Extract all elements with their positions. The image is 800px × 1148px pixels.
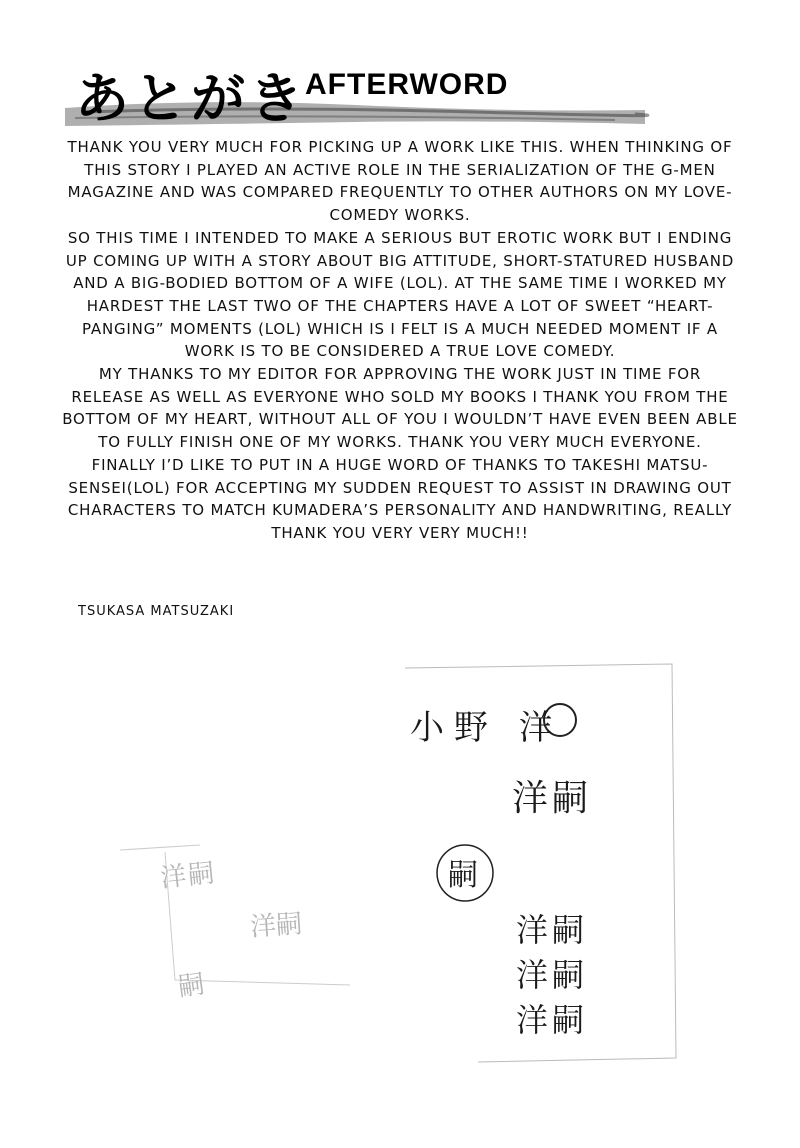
handwritten-circled-char: 嗣 (448, 858, 478, 893)
faint-sketch-3: 嗣 (176, 969, 207, 1003)
handwritten-line-2: 洋嗣 (512, 778, 593, 819)
handwritten-line-3: 洋嗣 (516, 911, 589, 949)
author-signature: TSUKASA MATSUZAKI (78, 604, 235, 619)
handwritten-line-4: 洋嗣 (516, 956, 589, 994)
afterword-header (55, 50, 655, 130)
faint-sketch-2: 洋嗣 (249, 909, 304, 943)
paragraph-4: FINALLY I’D LIKE TO PUT IN A HUGE WORD OF THANKS TO TAKESHI MATSU-SENSEI(LOL) FOR ACCEPTING MY SUDDEN REQUEST TO ASSIST IN DRAWING OUT CHARACTERS TO MATCH KUMADERA’S PERSONALITY AND HANDWRITING, REALLY THANK YOU VERY VERY MUCH!! (67, 455, 733, 542)
handwriting-sheet (0, 640, 800, 1148)
paragraph-1: THANK YOU VERY MUCH FOR PICKING UP A WORK LIKE THIS. WHEN THINKING OF THIS STORY I PLAYED AN ACTIVE ROLE IN THE SERIALIZATION OF THE G-MEN MAGAZINE AND WAS COMPARED FREQUENTLY TO OTHER AUTHORS ON MY LOVE-COMEDY WORKS. (67, 138, 733, 225)
handwritten-line-5: 洋嗣 (516, 1001, 589, 1039)
faint-sketch-1: 洋嗣 (158, 858, 218, 894)
afterword-body (60, 136, 740, 545)
title-english: AFTERWORD (305, 68, 509, 101)
handwritten-name: 小野 洋 (410, 708, 563, 748)
paragraph-3: MY THANKS TO MY EDITOR FOR APPROVING THE WORK JUST IN TIME FOR RELEASE AS WELL AS EVERYONE WHO SOLD MY BOOKS I THANK YOU FROM THE BOTTOM OF MY HEART, WITHOUT ALL OF YOU I WOULDN’T HAVE EVEN BEEN ABLE TO FULLY FINISH ONE OF MY WORKS. THANK YOU VERY MUCH EVERYONE. (62, 365, 738, 452)
title-japanese: あとがき (75, 66, 307, 130)
paragraph-2: SO THIS TIME I INTENDED TO MAKE A SERIOUS BUT EROTIC WORK BUT I ENDING UP COMING UP WITH A STORY ABOUT BIG ATTITUDE, SHORT-STATURED HUSBAND AND A BIG-BODIED BOTTOM OF A WIFE (LOL). AT THE SAME TIME I WORKED MY HARDEST THE LAST TWO OF THE CHAPTERS HAVE A LOT OF SWEET “HEART-PANGING” MOMENTS (LOL) WHICH IS I FELT IS A MUCH NEEDED MOMENT IF A WORK IS TO BE CONSIDERED A TRUE LOVE COMEDY. (65, 228, 735, 361)
